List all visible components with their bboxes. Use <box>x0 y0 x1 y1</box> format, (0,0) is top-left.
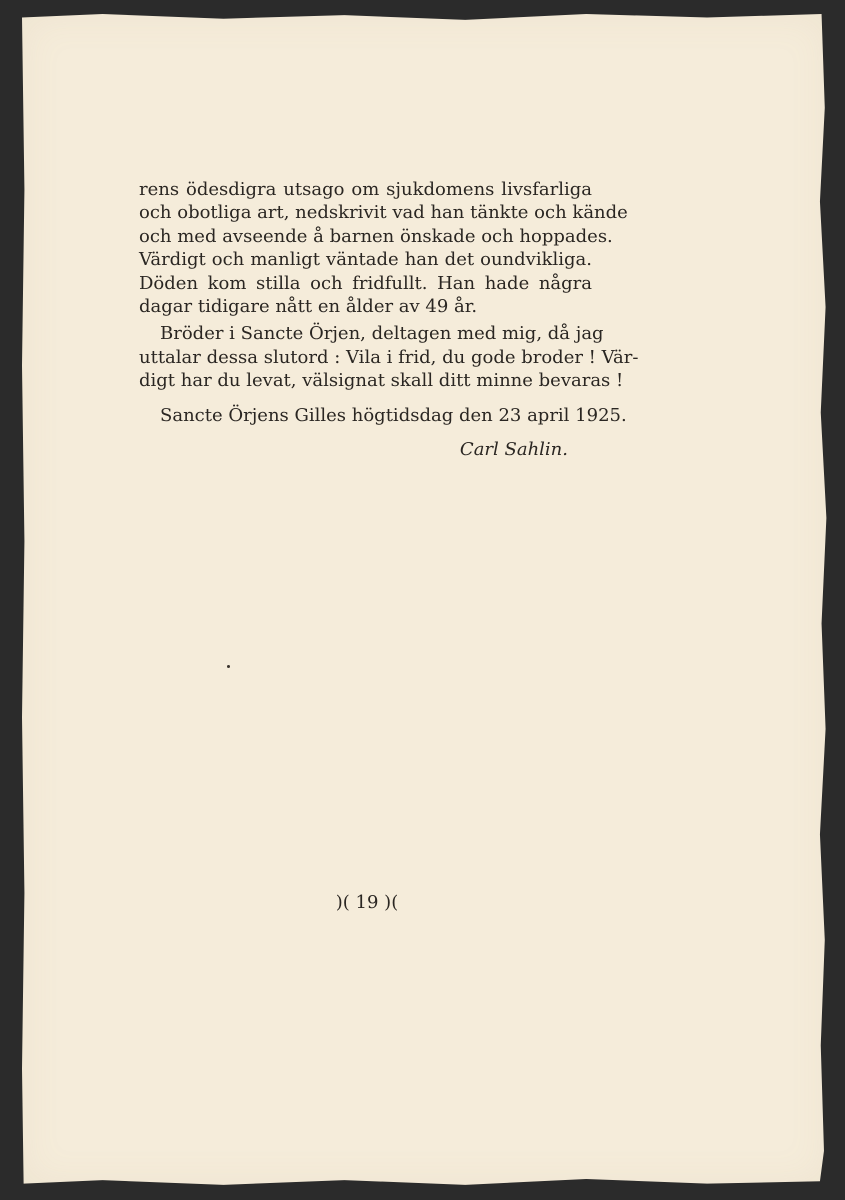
text-line: rens ödesdigra utsago om sjukdomens livsfarliga <box>139 179 592 200</box>
dateline: Sancte Örjens Gilles högtidsdag den 23 april 1925. <box>160 404 627 426</box>
text-line: uttalar dessa slutord : Vila i frid, du gode broder ! Vär- <box>139 346 639 368</box>
text-line: och obotliga art, nedskrivit vad han tänkte och kände <box>139 202 628 224</box>
signature: Carl Sahlin. <box>459 439 568 461</box>
closing-paragraph <box>139 322 639 392</box>
page-number: )( 19 )( <box>335 892 399 913</box>
page-body-text <box>139 178 639 461</box>
text-line: digt har du levat, välsignat skall ditt minne bevaras ! <box>139 370 624 392</box>
text-line: Värdigt och manligt väntade han det oundvikliga. <box>139 249 592 271</box>
text-line: Döden kom stilla och fridfullt. Han hade några <box>139 272 592 294</box>
paper-speck <box>227 665 230 668</box>
text-line: och med avseende å barnen önskade och hoppades. <box>139 225 613 247</box>
text-line: dagar tidigare nått en ålder av 49 år. <box>139 296 478 318</box>
text-line: Bröder i Sancte Örjen, deltagen med mig, då jag <box>160 323 604 345</box>
